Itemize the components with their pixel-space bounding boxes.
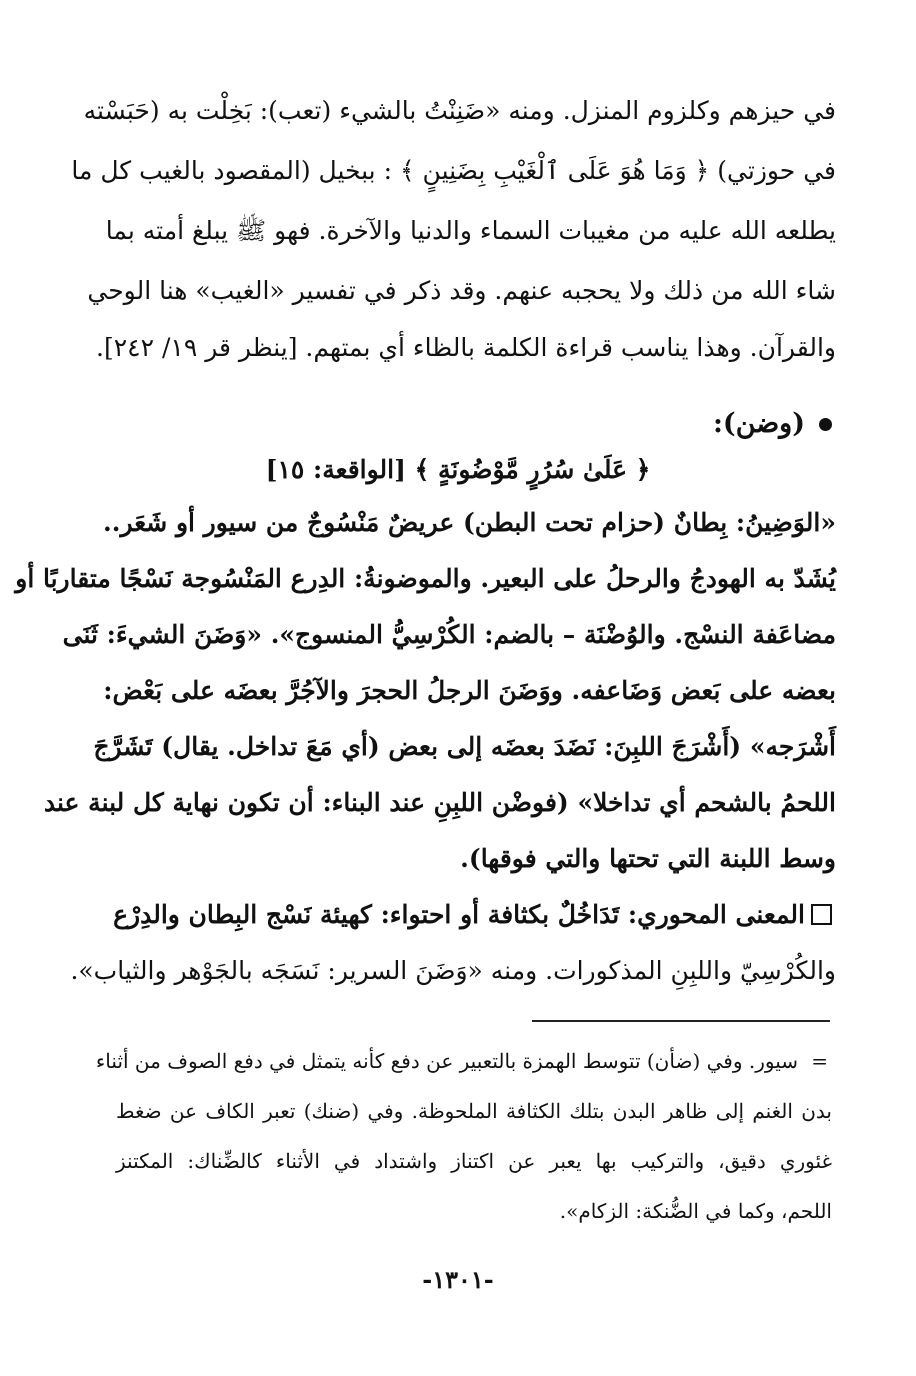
meaning-line-2: والكُرْسِيّ واللبِنِ المذكورات. ومنه «وَضَنَ السرير: نَسَجَه بالجَوْهر والثياب». <box>70 956 836 985</box>
meaning-line-1-text: المعنى المحوري: تَدَاخُلٌ بكثافة أو احتواء: كهيئة نَسْج البِطان والدِرْع <box>113 900 805 929</box>
entry-line-1: «الوَضِينُ: بِطانٌ (حزام تحت البطن) عريضٌ مَنْسُوجٌ من سيور أو شَعَر.. <box>103 508 836 537</box>
body-line-5: والقرآن. وهذا يناسب قراءة الكلمة بالظاء أي بمتهم. [ينظر قر ١٩/ ٢٤٢]. <box>96 333 836 362</box>
footnote-line-1: سيور. وفي (ضأن) تتوسط الهمزة بالتعبير عن دفع كأنه يتمثل في دفع الصوف من أثناء <box>95 1049 798 1073</box>
entry-line-7: وسط اللبنة التي تحتها والتي فوقها). <box>460 844 836 873</box>
footnote-separator <box>532 1020 830 1022</box>
entry-heading-text: (وضن): <box>712 408 805 439</box>
footnote-line-3: غئوري دقيق، والتركيب بها يعبر عن اكتناز واشتداد في الأثناء كالضِّناك: المكتنز <box>116 1149 832 1173</box>
entry-line-5: أَشْرَجه» (أَشْرَجَ اللبِنَ: نَضَدَ بعضَه إلى بعض (أي مَعَ تداخل. يقال) تَشَرَّجَ <box>93 732 836 761</box>
checkbox-square-icon <box>811 904 832 925</box>
bullet-icon <box>819 418 832 431</box>
body-line-2: في حوزتي) ﴿ وَمَا هُوَ عَلَى ٱلْغَيْبِ بِضَنِينٍ ﴾ : ببخيل (المقصود بالغيب كل ما <box>71 156 836 185</box>
entry-line-3: مضاعَفة النسْج. والوُضْنَة – بالضم: الكُرْسِيُّ المنسوج». «وَضَنَ الشيءَ: ثَنَى <box>62 620 836 649</box>
entry-line-6: اللحمُ بالشحم أي تداخلا» (فوضْن اللبِنِ عند البناء: أن تكون نهاية كل لبنة عند <box>43 788 836 817</box>
meaning-line-1 <box>113 897 832 933</box>
page-number: -١٣٠١- <box>422 1265 494 1294</box>
footnote-line-4: اللحم، وكما في الضُّنكة: الزكام». <box>559 1199 832 1223</box>
entry-line-4: بعضه على بَعض وَضَاعفه. ووَضَنَ الرجلُ الحجرَ والآجُرَّ بعضَه على بَعْض: <box>103 676 836 705</box>
quran-verse: ﴿ عَلَىٰ سُرُرٍ مَّوْضُونَةٍ ﴾ [الواقعة: ١٥] <box>265 455 651 484</box>
body-line-4: شاء الله من ذلك ولا يحجبه عنهم. وقد ذكر في تفسير «الغيب» هنا الوحي <box>87 276 836 305</box>
body-line-1: في حيزهم وكلزوم المنزل. ومنه «ضَنِنْتُ بالشيء (تعب): بَخِلْت به (حَبَسْته <box>83 96 836 125</box>
entry-heading <box>713 404 832 444</box>
footnote-line-2: بدن الغنم إلى ظاهر البدن بتلك الكثافة الملحوظة. وفي (ضنك) تعبر الكاف عن ضغط <box>116 1099 832 1123</box>
body-line-3: يطلعه الله عليه من مغيبات السماء والدنيا والآخرة. فهو ﷺ يبلغ أمته بما <box>105 216 836 245</box>
footnote-continuation-mark: = <box>811 1049 828 1073</box>
entry-line-2: يُشَدّ به الهودجُ والرحلُ على البعير. والموضونةُ: الدِرع المَنْسُوجة نَسْجًا متقاربًا أو <box>15 564 836 593</box>
